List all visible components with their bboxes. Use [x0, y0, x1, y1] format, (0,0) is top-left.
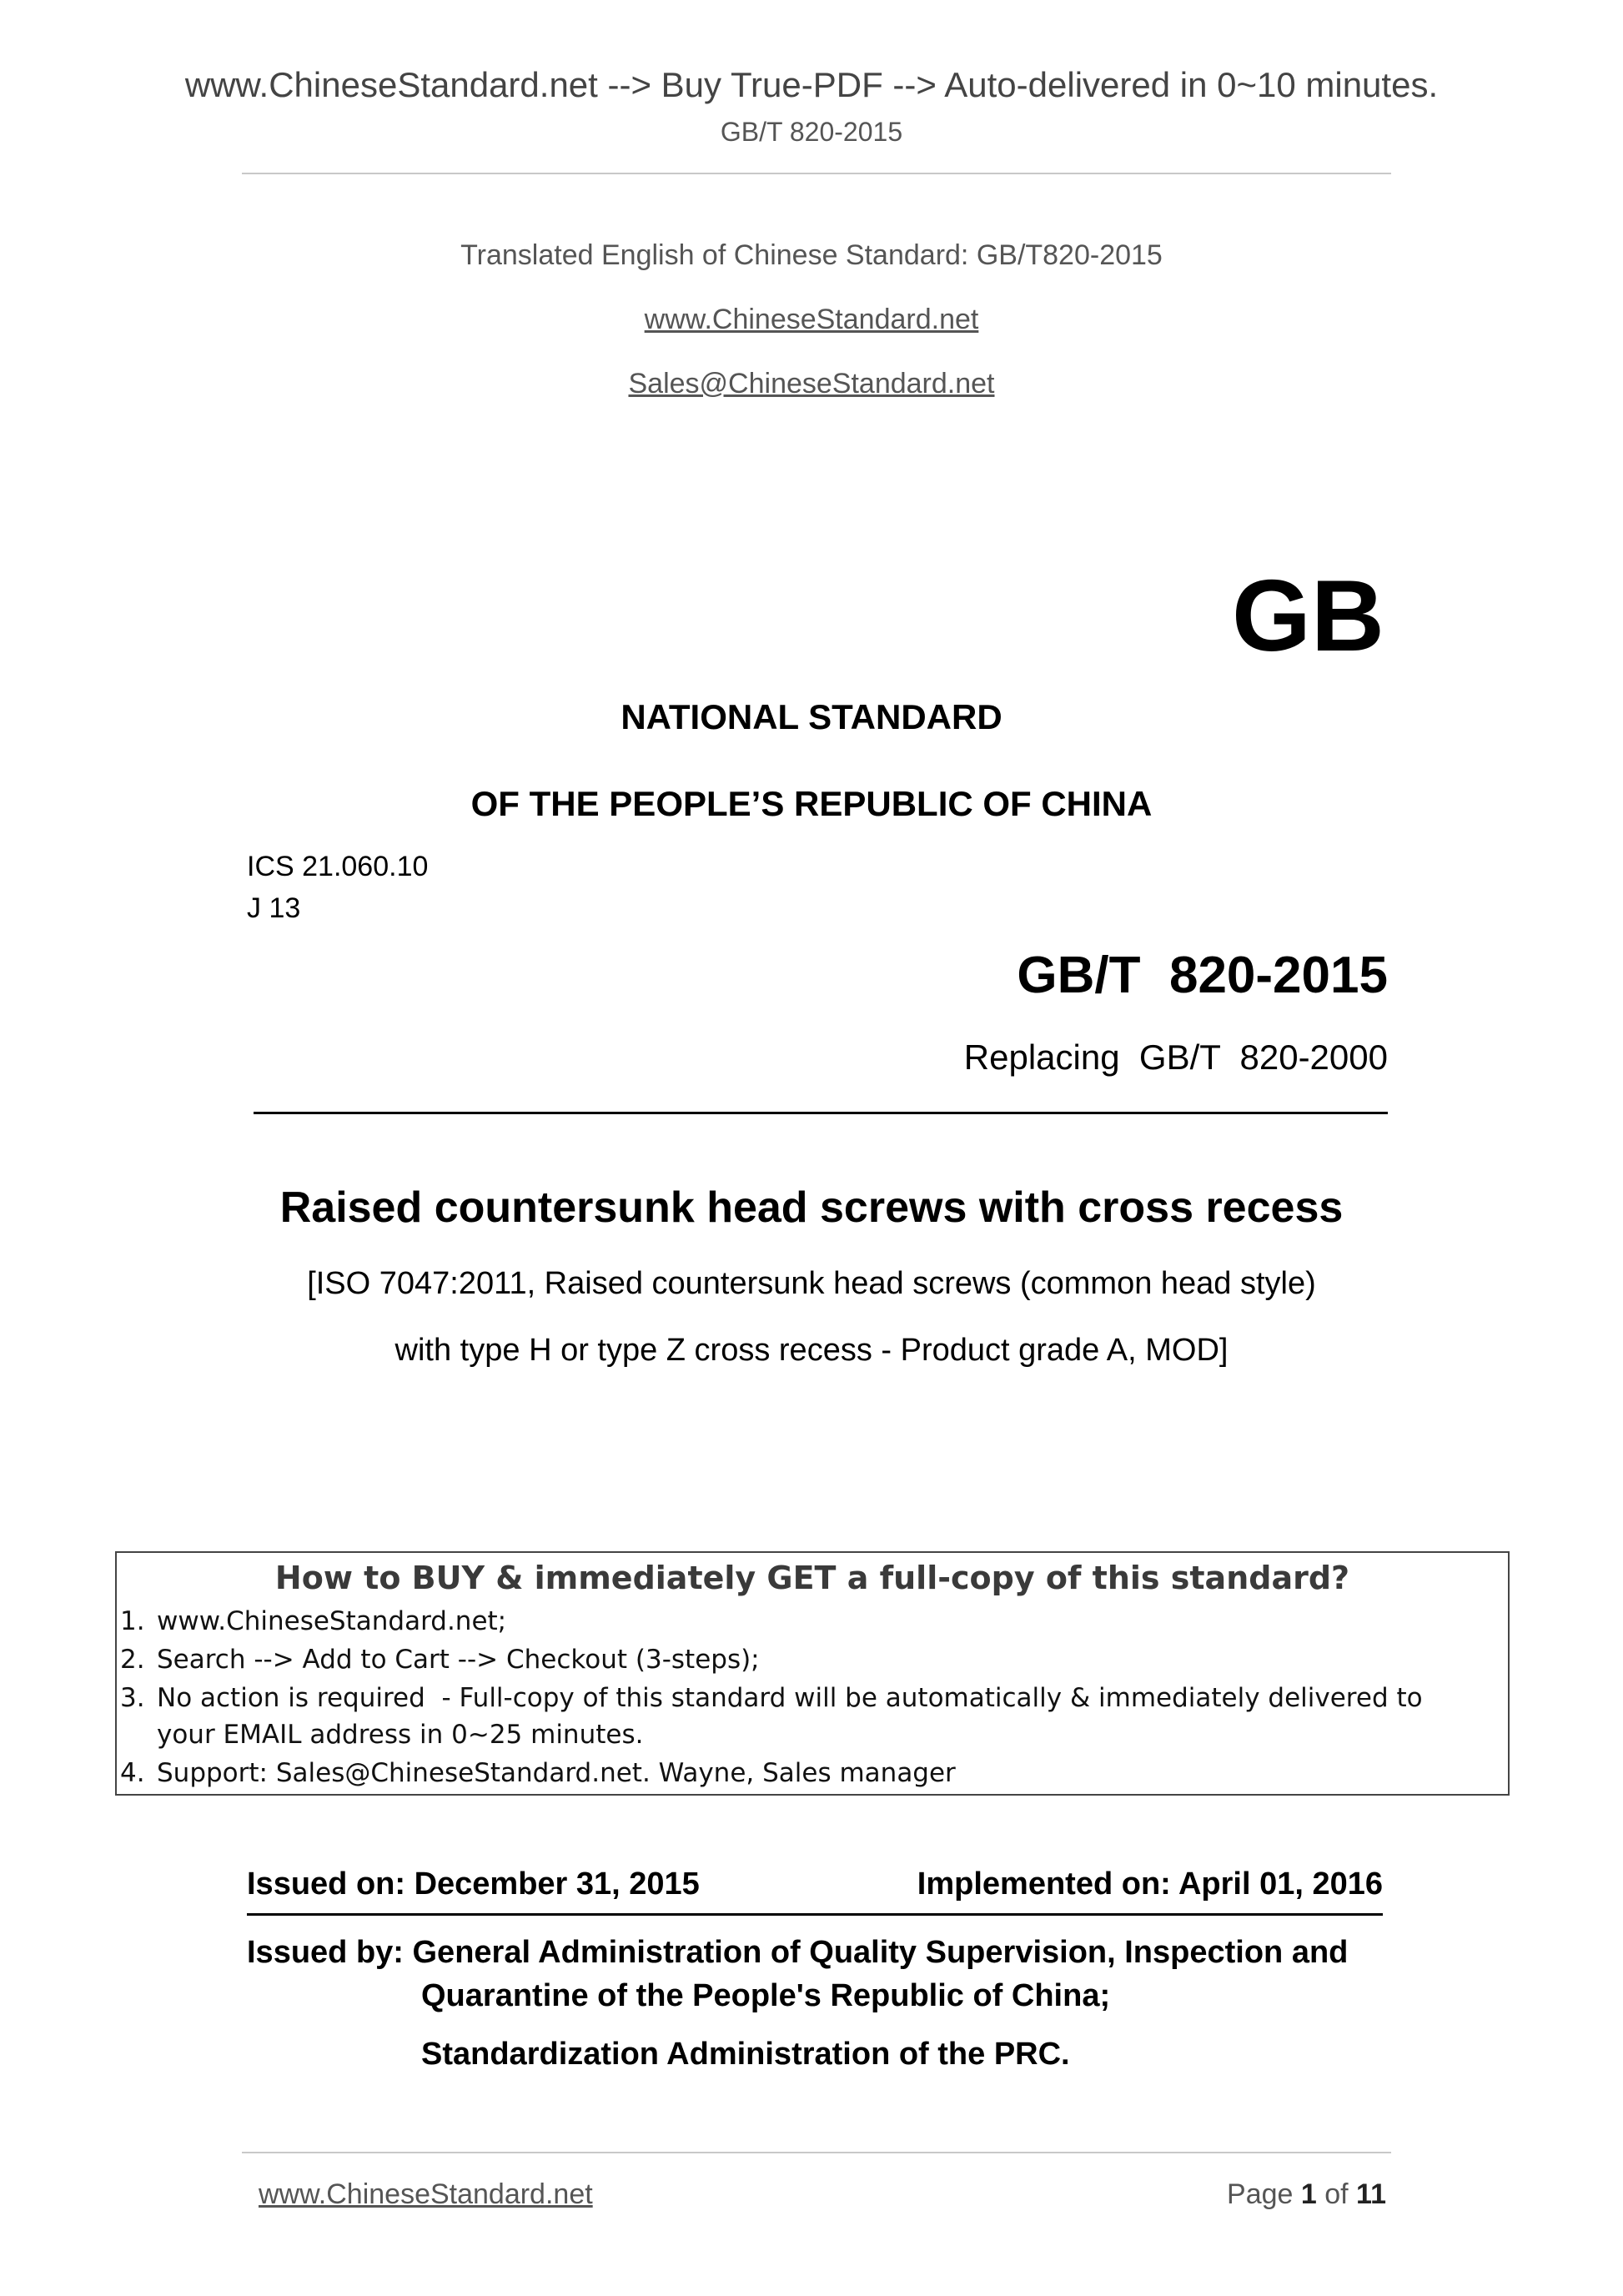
email-link-container	[0, 368, 1623, 400]
buy-instructions-box	[115, 1551, 1510, 1796]
buy-step-text: www.ChineseStandard.net;	[157, 1606, 507, 1636]
issued-by-line3: Standardization Administration of the PRC.	[421, 2037, 1070, 2072]
issued-on: Issued on: December 31, 2015	[247, 1866, 700, 1902]
replacing-standard: Replacing GB/T 820-2000	[963, 1037, 1388, 1077]
header-divider	[242, 173, 1391, 174]
email-link[interactable]: Sales@ChineseStandard.net	[628, 368, 995, 399]
translated-notice: Translated English of Chinese Standard: GB/T820-2015	[460, 239, 1163, 271]
buy-step-number: 1.	[120, 1606, 145, 1636]
buy-step-number: 2.	[120, 1645, 145, 1675]
ics-code: ICS 21.060.10	[247, 851, 429, 882]
buy-step-2	[120, 1645, 760, 1675]
page-current: 1	[1300, 2178, 1317, 2210]
page-of: of	[1316, 2178, 1357, 2210]
title-divider	[254, 1112, 1388, 1114]
national-standard-heading: NATIONAL STANDARD	[621, 697, 1002, 736]
footer-divider	[242, 2152, 1391, 2153]
gb-mark: GB	[1232, 559, 1384, 672]
footer-website-link[interactable]: www.ChineseStandard.net	[259, 2178, 593, 2210]
issued-by-line2: Quarantine of the People's Republic of China;	[421, 1978, 1111, 2013]
buy-step-3-continuation: your EMAIL address in 0~25 minutes.	[157, 1720, 644, 1750]
standard-number: GB/T 820-2015	[1017, 947, 1388, 1004]
buy-step-4	[120, 1758, 956, 1788]
document-title: Raised countersunk head screws with cross recess	[279, 1183, 1344, 1232]
implemented-on: Implemented on: April 01, 2016	[917, 1866, 1383, 1902]
page-total: 11	[1356, 2178, 1386, 2210]
website-link-container	[0, 304, 1623, 336]
header-banner: www.ChineseStandard.net --> Buy True-PDF --> Auto-delivered in 0~10 minutes.	[184, 65, 1439, 104]
page-prefix: Page	[1227, 2178, 1301, 2210]
prc-heading: OF THE PEOPLE’S REPUBLIC OF CHINA	[470, 784, 1153, 823]
page-indicator	[1227, 2178, 1386, 2211]
buy-step-number: 4.	[120, 1758, 145, 1788]
iso-reference-line2: with type H or type Z cross recess - Product grade A, MOD]	[394, 1333, 1229, 1368]
buy-box-title: How to BUY & immediately GET a full-copy of this standard?	[274, 1560, 1350, 1596]
website-link[interactable]: www.ChineseStandard.net	[644, 304, 979, 335]
issue-divider	[247, 1913, 1383, 1916]
iso-reference-line1: [ISO 7047:2011, Raised countersunk head screws (common head style)	[307, 1266, 1316, 1301]
buy-step-3	[120, 1683, 1423, 1713]
buy-step-1	[120, 1606, 506, 1636]
buy-step-number: 3.	[120, 1683, 145, 1713]
buy-step-text: Support: Sales@ChineseStandard.net. Wayne, Sales manager	[157, 1758, 956, 1788]
buy-step-text: No action is required - Full-copy of this standard will be automatically & immediately delivered to	[157, 1683, 1423, 1713]
buy-step-text: Search --> Add to Cart --> Checkout (3-steps);	[157, 1645, 760, 1675]
j-code: J 13	[247, 892, 301, 924]
header-standard-code: GB/T 820-2015	[720, 117, 903, 147]
issued-by-line1: Issued by: General Administration of Quality Supervision, Inspection and	[247, 1935, 1349, 1970]
